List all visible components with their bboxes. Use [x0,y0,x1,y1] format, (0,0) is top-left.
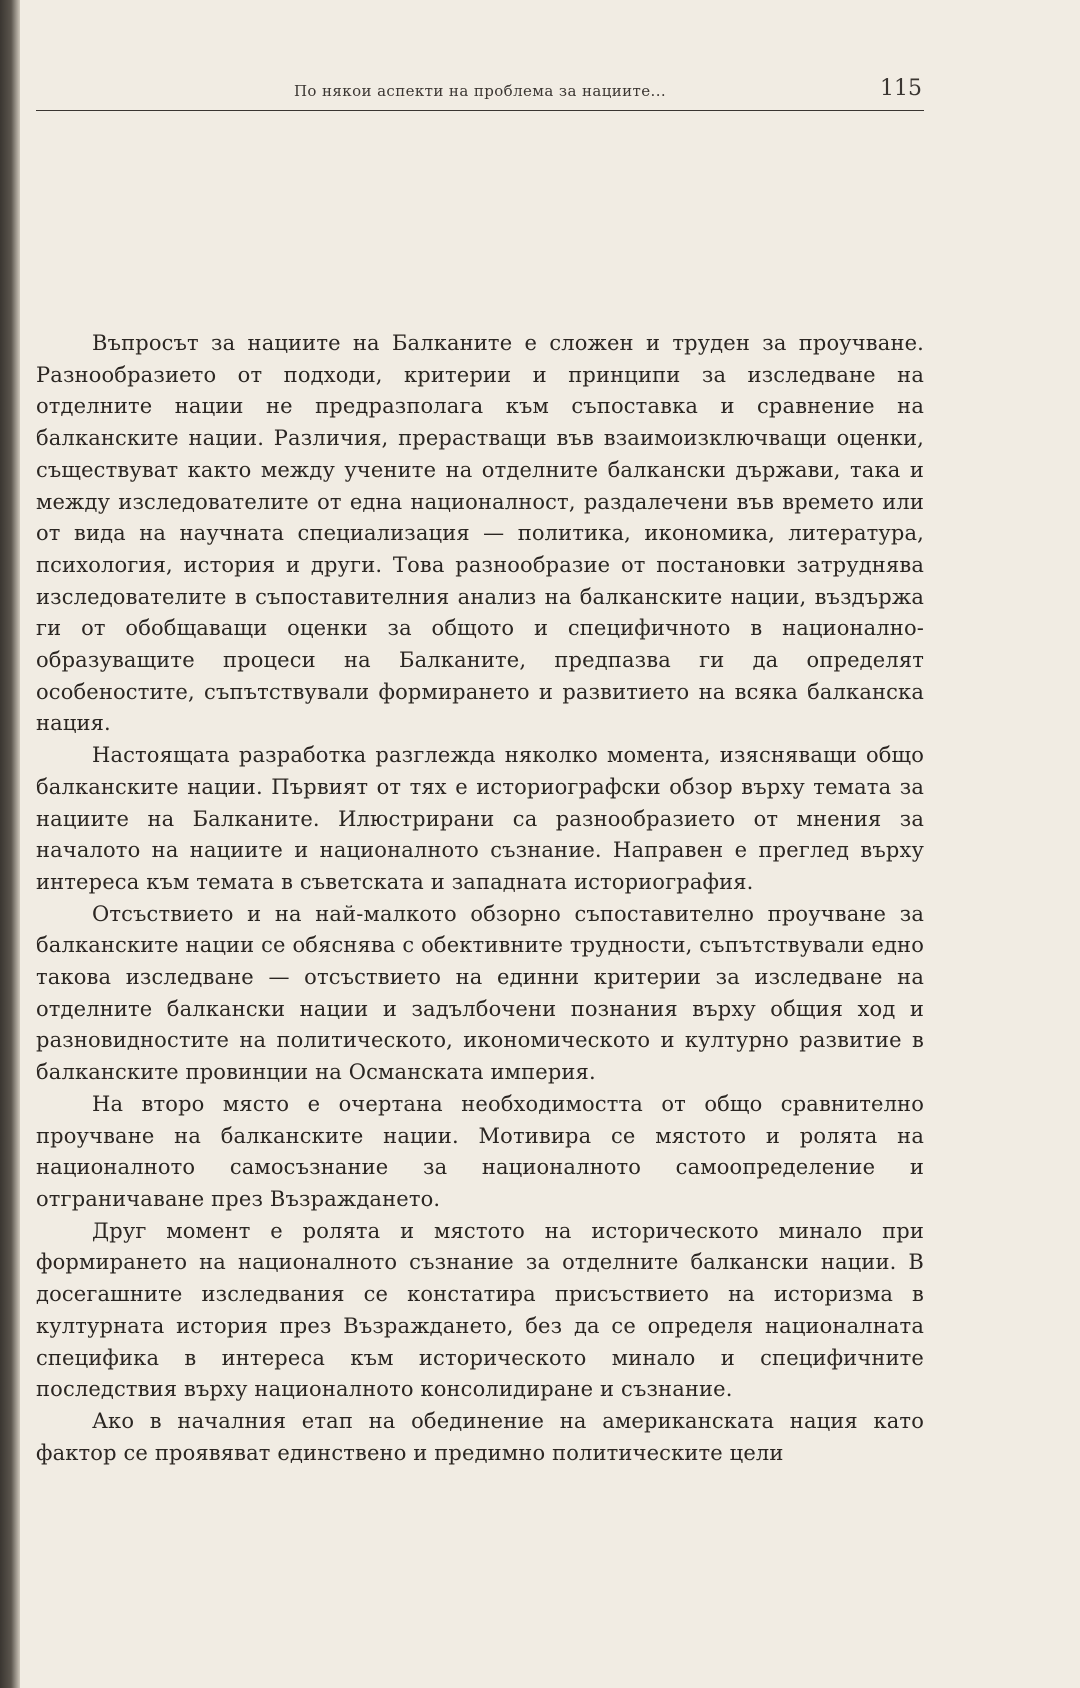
running-title: По някои аспекти на проблема за нациите... [293,82,667,100]
paragraph-5: Друг момент е ролята и мястото на историческото минало при формирането на националното съзнание за отделните балкански нации. В досегашните изследвания се констатира присъствието на историзма в културната история през Възраждането, без да се определя националната специфика в интереса към историческото минало и специфичните последствия върху националното консолидиране и съзнание. [36,1218,924,1402]
paragraph-1: Въпросът за нациите на Балканите е сложен и труден за проучване. Разнообразието от подходи, критерии и принципи за изследване на отделните нации не предразполага към съпоставка и сравнение на балканските нации. Различия, прерастващи във взаимоизключващи оценки, съществуват както между учените на отделните балкански държави, така и между изследователите от една националност, раздалечени във времето или от вида на научната специализация — политика, икономика, литература, психология, история и други. Това разнообразие от постановки затруднява изследователите в съпоставителния анализ на балканските нации, въздържа ги от обобщаващи оценки за общото и специфичното в национално-образуващите процеси на Балканите, предпазва ги да определят особеностите, съпътствували формирането и развитието на всяка балканска нация. [36,331,924,736]
body-text [36,328,924,1469]
paragraph-4: На второ място е очертана необходимостта от общо сравнително проучване на балканските нации. Мотивира се мястото и ролята на националното самосъзнание за националното самоопределение и отграничаване през Възраждането. [36,1091,924,1211]
paragraph-2: Настоящата разработка разглежда няколко момента, изясняващи общо балканските нации. Първият от тях е историографски обзор върху темата за нациите на Балканите. Илюстрирани са разнообразието от мнения за началото на нациите и националното съзнание. Направен е преглед върху интереса към темата в съветската и западната историография. [36,743,924,894]
page-number: 115 [880,76,922,101]
book-spine-shadow [0,0,20,1688]
book-page [36,0,924,1688]
paragraph-6: Ако в началния етап на обединение на американската нация като фактор се проявяват единствено и предимно политическите цели [36,1408,924,1465]
running-header [36,76,924,111]
paragraph-3: Отсъствието и на най-малкото обзорно съпоставително проучване за балканските нации се обяснява с обективните трудности, съпътствували едно такова изследване — отсъствието на единни критерии за изследване на отделните балкански нации и задълбочени познания върху общия ход и разновидностите на политическото, икономическото и културно развитие в балканските провинции на Османската империя. [36,901,924,1085]
